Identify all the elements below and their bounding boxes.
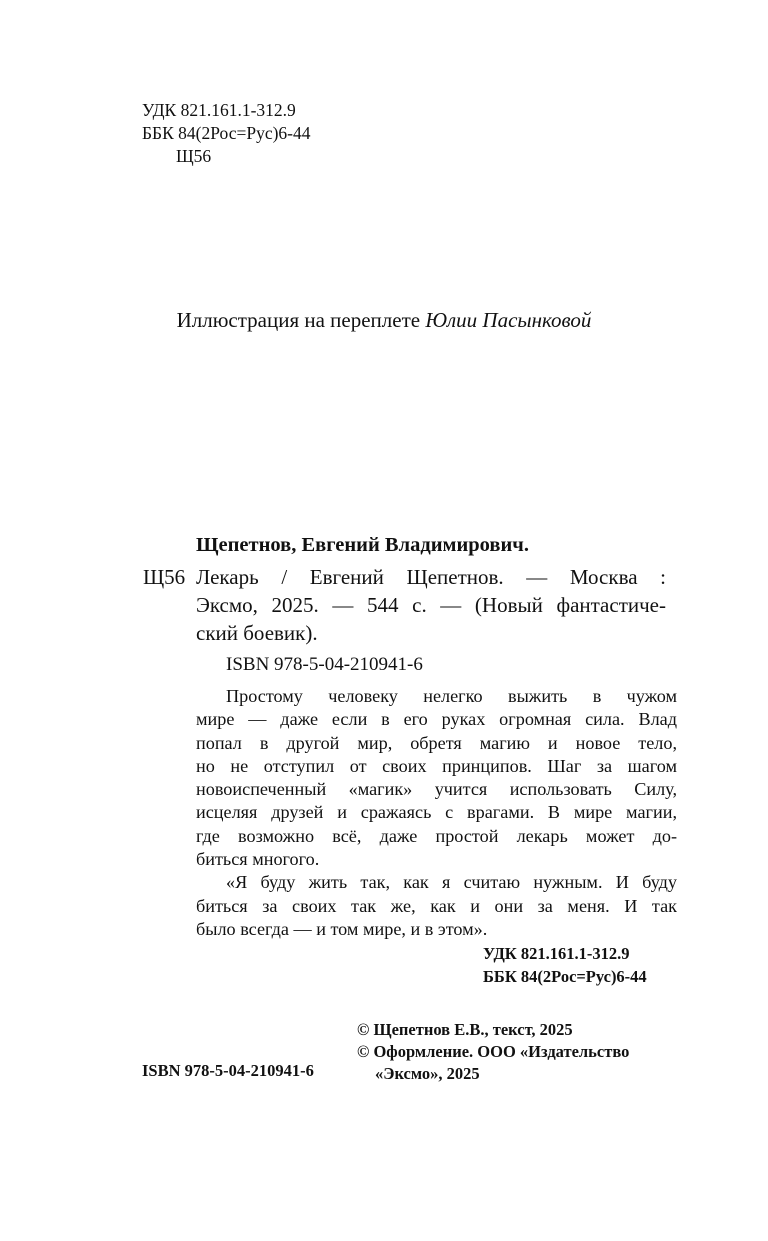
udk-code: УДК 821.161.1-312.9 [142, 100, 296, 120]
annotation-line: но не отступил от своих принципов. Шаг за шагом [196, 755, 677, 776]
illustration-credit [0, 306, 768, 334]
illustration-prefix: Иллюстрация на переплете [176, 308, 426, 332]
copyright-design: © Оформление. ООО «Издательство [357, 1042, 630, 1061]
author-sign: Щ56 [176, 146, 212, 166]
annotation-line: новоиспеченный «магик» учится использовать Силу, [196, 779, 677, 800]
annotation-line: мире — даже если в его руках огромная сила. Влад [196, 709, 677, 730]
copyright-text: © Щепетнов Е.В., текст, 2025 [357, 1020, 573, 1039]
annotation-line: было всегда — и том мире, и в этом». [196, 918, 488, 939]
isbn-record: ISBN 978-5-04-210941-6 [226, 654, 423, 675]
bbk-code-bottom: ББК 84(2Рос=Рус)6-44 [483, 967, 647, 986]
catalog-codes-top [142, 99, 311, 168]
copyright-design-cont: «Эксмо», 2025 [375, 1064, 480, 1083]
annotation-line: «Я буду жить так, как я считаю нужным. И буду [226, 872, 677, 893]
bibliography-author-sign: Щ56 [143, 565, 186, 589]
bibliography-line: ский боевик). [196, 621, 318, 645]
annotation-line: Простому человеку нелегко выжить в чужом [226, 686, 677, 706]
annotation-line: биться за своих так же, как и они за меня. И так [196, 895, 677, 916]
catalog-codes-bottom [483, 942, 647, 988]
bibliography-line: Эксмо, 2025. — 544 с. — (Новый фантастиче- [196, 593, 666, 617]
annotation-line: где возможно всё, даже простой лекарь может до- [196, 825, 677, 846]
illustration-artist: Юлии Пасынковой [425, 308, 592, 332]
author-heading: Щепетнов, Евгений Владимирович. [196, 534, 529, 556]
annotation-line: исцеляя друзей и сражаясь с врагами. В мире магии, [196, 802, 677, 823]
bibliography-line: Лекарь / Евгений Щепетнов. — Москва : [196, 565, 666, 589]
udk-code-bottom: УДК 821.161.1-312.9 [483, 944, 630, 963]
bibliographic-record [196, 563, 666, 647]
annotation-line: попал в другой мир, обретя магию и новое тело, [196, 732, 677, 753]
copyright-block [357, 1019, 629, 1085]
annotation [196, 685, 677, 941]
bbk-code: ББК 84(2Рос=Рус)6-44 [142, 123, 311, 143]
isbn-bottom: ISBN 978-5-04-210941-6 [142, 1061, 314, 1080]
annotation-line: биться многого. [196, 849, 320, 870]
